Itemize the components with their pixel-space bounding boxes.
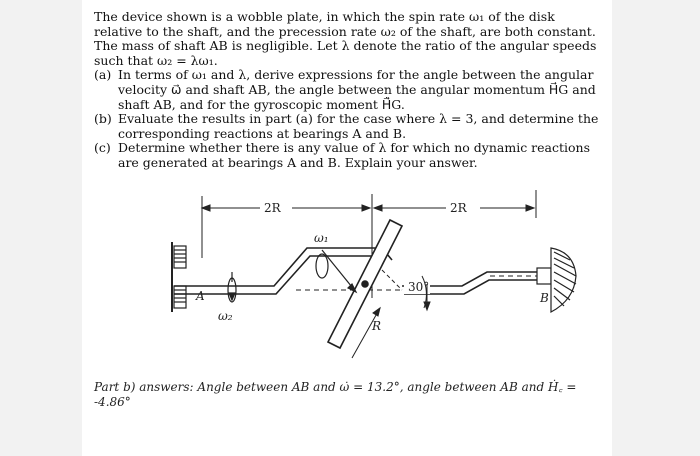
problem-statement [94,10,602,171]
part-b-text: Evaluate the results in part (a) for the case where λ = 3, and determine the corresponding reactions at bearings A and B. [118,111,599,141]
wobble-plate-diagram [82,188,612,364]
part-b-label: (b) [94,111,112,127]
bearing-a [172,242,186,312]
part-a [94,68,602,112]
omega2-label: ω₂ [218,309,233,323]
angle-label: 30° [408,280,430,294]
part-c-label: (c) [94,140,111,156]
document-page [82,0,612,456]
label-b: B [540,291,549,305]
label-a: A [196,289,205,303]
omega1-label: ω₁ [314,231,329,245]
part-b [94,112,602,141]
part-a-text: In terms of ω₁ and λ, derive expressions for the angle between the angular velocity ω⃗ and shaft AB, the angle between the angular momentum H⃗G and shaft AB, and for the gyroscopic moment H⃗̇G. [118,67,596,112]
part-a-label: (a) [94,67,112,83]
part-c [94,141,602,170]
part-c-text: Determine whether there is any value of λ for which no dynamic reactions are generated at bearings A and B. Explain your answer. [118,140,591,170]
omega2-arrow [228,272,236,302]
answer-note: Part b) answers: Angle between AB and ω̇ = 13.2°, angle between AB and Ḣ꜀ = -4.86° [94,380,577,409]
problem-intro: The device shown is a wobble plate, in which the spin rate ω₁ of the disk relative to the shaft, and the precession rate ω₂ of the shaft, are both constant. The mass of shaft AB is negligible. Let λ denote the ratio of the angular speeds such that ω₂ = λω₁. [94,9,597,68]
radius-label: R [372,319,382,333]
dim-right-label: 2R [450,201,467,215]
dim-left-label: 2R [264,201,281,215]
tilted-disk [328,220,402,348]
